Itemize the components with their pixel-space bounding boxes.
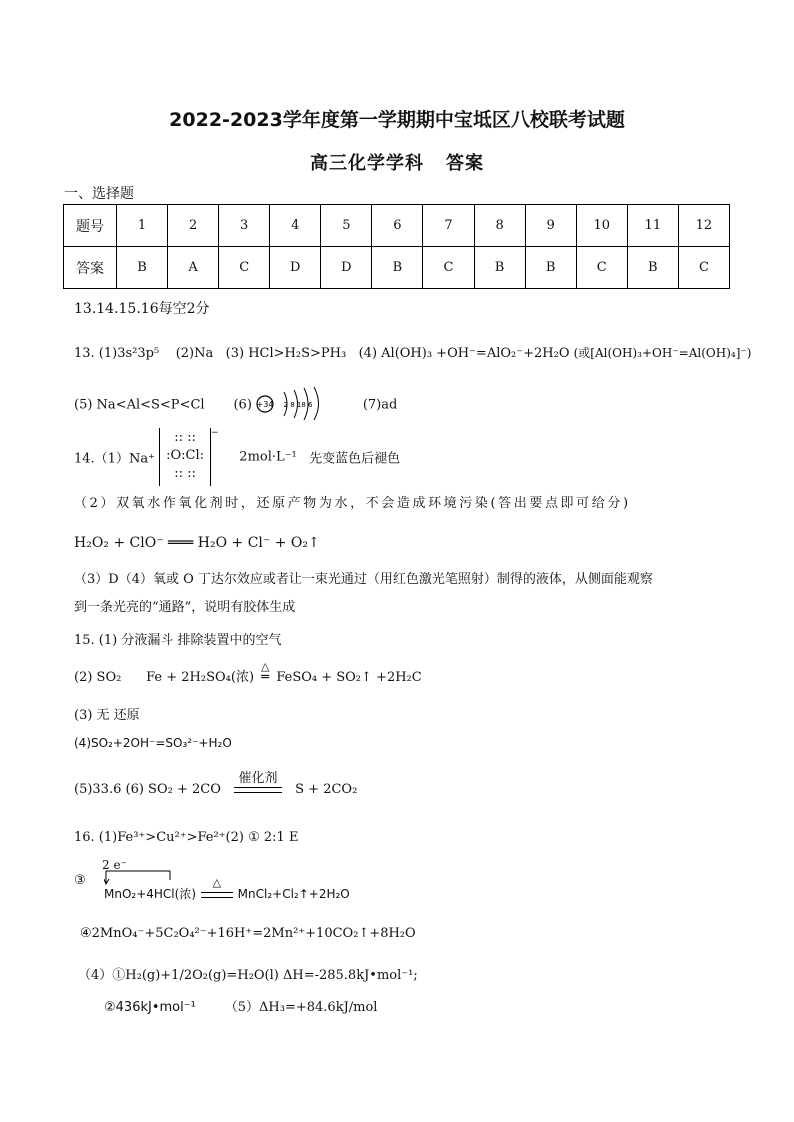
table-cell: 4 — [270, 205, 321, 247]
table-cell: 12 — [678, 205, 729, 247]
q16-thermo1: （4）①H₂(g)+1/2O₂(g)=H₂O(l) ΔH=-285.8kJ•mol⁻¹; — [78, 968, 418, 983]
q16-part4: ④2MnO₄⁻+5C₂O₄²⁻+16H⁺=2Mn²⁺+10CO₂↑+8H₂O — [80, 926, 416, 941]
bond-energy: ②436kJ•mol⁻¹ — [104, 1000, 196, 1015]
q14-concentration: 2mol·L⁻¹ — [239, 449, 297, 465]
catalyst-label: 催化剂 — [238, 771, 278, 786]
lewis-mid: :O:Cl: — [166, 448, 205, 463]
q13-line1 — [74, 344, 751, 361]
row-header: 答案 — [64, 247, 117, 289]
answer-label: 答案 — [446, 153, 484, 174]
table-cell: 10 — [576, 205, 627, 247]
lewis-bottom: :: :: — [174, 466, 196, 481]
q13-a2: (2)Na — [175, 346, 214, 361]
section-heading: 一、选择题 — [64, 186, 134, 202]
q13-a6: (6) — [233, 397, 252, 413]
q14-color-change: 先变蓝色后褪色 — [309, 451, 401, 467]
table-cell: 3 — [219, 205, 270, 247]
q16-part3-label: ③ — [74, 873, 86, 888]
document-subtitle — [0, 149, 794, 175]
question-number-row — [64, 205, 730, 247]
q15-part5-right: S + 2CO₂ — [295, 782, 358, 797]
q16-thermo2 — [104, 996, 377, 1015]
catalyst-arrow — [225, 771, 291, 796]
q13-a5: (5) Na<Al<S<P<Cl — [74, 397, 205, 413]
table-cell: C — [219, 247, 270, 289]
electron-dot-structure — [159, 428, 211, 486]
electron-transfer-label: 2 e⁻ — [102, 858, 127, 872]
table-cell: 8 — [474, 205, 525, 247]
q14-head: 14.（1）Na⁺ — [74, 451, 155, 467]
table-cell: 9 — [525, 205, 576, 247]
q15-part5 — [74, 771, 358, 797]
row-header: 题号 — [64, 205, 117, 247]
heat-arrow — [200, 876, 234, 901]
table-cell: C — [576, 247, 627, 289]
q15-part1: 15. (1) 分液漏斗 排除装置中的空气 — [74, 633, 282, 648]
q15-part4: (4)SO₂+2OH⁻=SO₃²⁻+H₂O — [74, 736, 232, 750]
q16-part3-equation — [104, 876, 350, 902]
scoring-note: 13.14.15.16每空2分 — [74, 301, 210, 317]
nucleus-charge: +34 — [256, 400, 274, 409]
q14-line1: 14.（1）Na⁺ :: :: :O:Cl: :: :: − 2mol·L⁻¹ 先变蓝色后褪色 — [74, 428, 400, 486]
table-cell: B — [627, 247, 678, 289]
q15-condition: △ ═ — [258, 670, 272, 685]
table-cell: 5 — [321, 205, 372, 247]
q14-part3: （3）D（4）氧或 O 丁达尔效应或者让一束光通过（用红色激光笔照射）制得的液体，从侧面能观察 — [74, 572, 653, 587]
q15-gas: (2) SO₂ — [74, 670, 122, 685]
table-cell: B — [525, 247, 576, 289]
heat-symbol: △ — [212, 876, 222, 889]
q15-eq-right: FeSO₄ + SO₂↑ +2H₂C — [276, 670, 422, 685]
q14-part3-cont: 到一条光亮的“通路”，说明有胶体生成 — [74, 600, 296, 615]
q13-a3: (3) HCl>H₂S>PH₃ — [225, 346, 347, 361]
q15-part2 — [74, 660, 422, 685]
q13-a1: 13. (1)3s²3p⁵ — [74, 346, 160, 361]
table-cell: B — [117, 247, 168, 289]
q16-part1: 16. (1)Fe³⁺>Cu²⁺>Fe²⁺(2) ① 2:1 E — [74, 830, 299, 845]
table-cell: 6 — [372, 205, 423, 247]
table-cell: D — [321, 247, 372, 289]
atom-structure-icon — [256, 386, 338, 420]
table-cell: 2 — [168, 205, 219, 247]
enthalpy-answer: （5）ΔH₃=+84.6kJ/mol — [224, 1000, 378, 1015]
q13-a4-alt: (或[Al(OH)₃+OH⁻=Al(OH)₄]⁻) — [573, 346, 752, 360]
answer-table — [63, 204, 730, 289]
q13-a7: (7)ad — [362, 397, 398, 413]
document-title: 2022-2023学年度第一学期期中宝坻区八校联考试题 — [169, 109, 625, 131]
table-cell: B — [372, 247, 423, 289]
heat-symbol: △ — [260, 660, 270, 673]
table-cell: C — [423, 247, 474, 289]
table-cell: A — [168, 247, 219, 289]
q15-eq-left: Fe + 2H₂SO₄(浓) — [146, 670, 255, 685]
table-cell: 1 — [117, 205, 168, 247]
q16-eq-right: MnCl₂+Cl₂↑+2H₂O — [237, 887, 350, 901]
lewis-top: :: :: — [174, 430, 196, 445]
q15-part3: (3) 无 还原 — [74, 708, 140, 723]
answer-row — [64, 247, 730, 289]
atom-structure-diagram — [256, 386, 338, 424]
q16-eq-left: MnO₂+4HCl(浓) — [104, 887, 197, 901]
table-cell: 7 — [423, 205, 474, 247]
electron-transfer-bracket — [104, 868, 176, 886]
q15-part5-left: (5)33.6 (6) SO₂ + 2CO — [74, 782, 221, 797]
table-cell: C — [678, 247, 729, 289]
q13-line2 — [74, 386, 397, 424]
q14-part2: （2）双氧水作氧化剂时，还原产物为水，不会造成环境污染(答出要点即可给分) — [74, 496, 631, 511]
table-cell: D — [270, 247, 321, 289]
q14-equation: H₂O₂ + ClO⁻ ═══ H₂O + Cl⁻ + O₂↑ — [74, 535, 320, 551]
table-cell: 11 — [627, 205, 678, 247]
q13-a4: (4) Al(OH)₃ +OH⁻=AlO₂⁻+2H₂O — [358, 346, 570, 361]
shell-electrons: 2 8 18 6 — [283, 401, 313, 409]
table-cell: B — [474, 247, 525, 289]
subject-label: 高三化学学科 — [310, 153, 424, 174]
